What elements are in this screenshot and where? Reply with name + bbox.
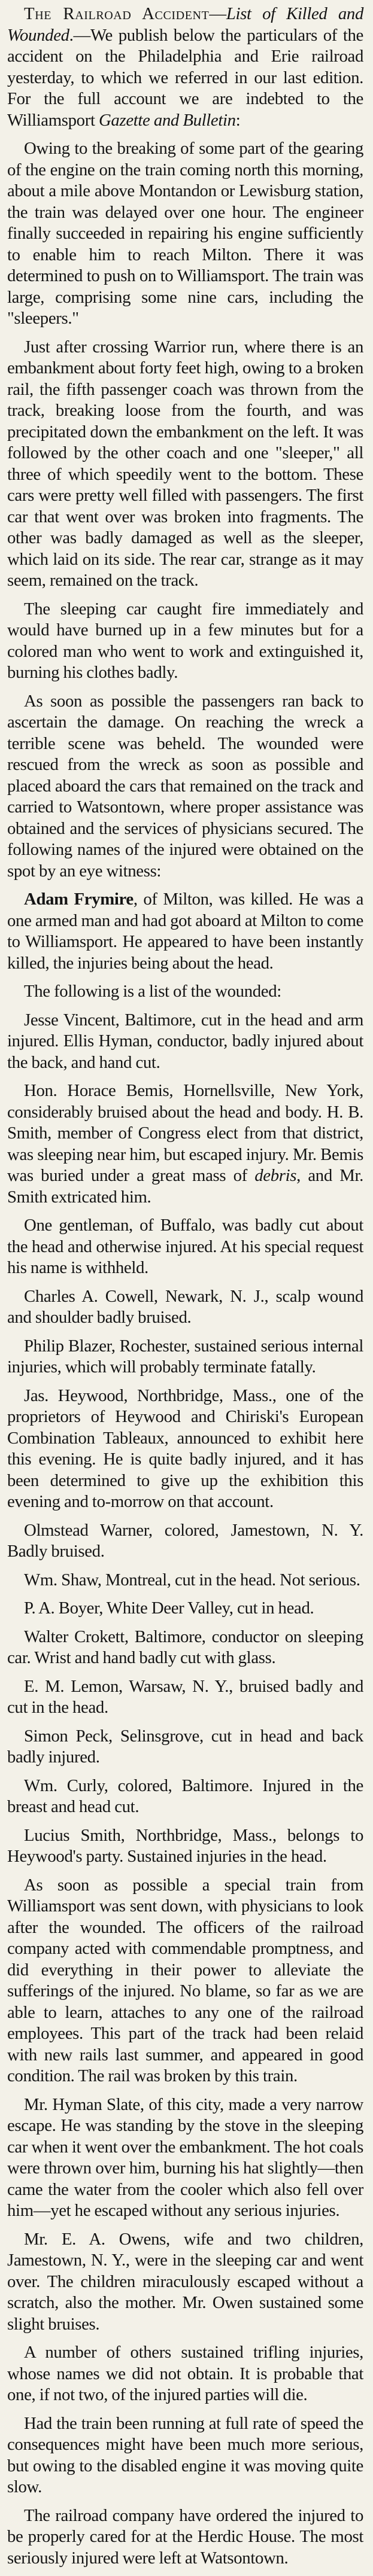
text-run: .—We publish below the particulars of the accident on the Philadelphia and Erie railroad yesterday, to which we referred in our last edition. For the full account we are indebted to the Williamsport [7,25,363,130]
article-paragraph [7,337,363,592]
text-run: Philip Blazer, Rochester, sustained serious internal injuries, which will probably terminate fatally. [7,1336,363,1377]
article-paragraph [7,889,363,974]
article-paragraph [7,2229,363,2336]
text-run: Adam Frymire [24,890,134,909]
text-run: debris [254,1166,297,1185]
article-paragraph [7,1825,363,1868]
text-run: The following is a list of the wounded: [24,982,281,1001]
text-run: Jas. Heywood, Northbridge, Mass., one of the proprietors of Heywood and Chiriski's European Combination Tableaux, announced to exhibit here this evening. He is quite badly injured, and it has been determined to give up the exhibition this evening and to-morrow on that account. [7,1386,363,1511]
text-run: Mr. E. A. Owens, wife and two children, Jamestown, N. Y., were in the sleeping car and went over. The children miraculously escaped without a scratch, also the mother. Mr. Owen sustained some slight bruises. [7,2229,363,2334]
article-paragraph [7,1286,363,1329]
text-run: Jesse Vincent, Baltimore, cut in the head and arm injured. Ellis Hyman, conductor, badly injured about the back, and hand cut. [7,1010,363,1072]
text-run: : [235,110,241,130]
article-paragraph [7,2094,363,2222]
text-run: Walter Crokett, Baltimore, conductor on sleeping car. Wrist and hand badly cut with glass. [7,1627,363,1667]
text-run: As soon as possible a special train from Williamsport was sent down, with physicians to look after the wounded. The officers of the railroad company acted with commendable promptness, and did everything in their power to alleviate the sufferings of the injured. No blame, so far as we are able to learn, attaches to any one of the railroad employees. This part of the track had been relaid with new rails last summer, and appeared in good condition. The rail was broken by this train. [7,1875,363,2085]
text-run: Owing to the breaking of some part of the gearing of the engine on the train coming north this morning, about a mile above Montandon or Lewisburg station, the train was delayed over one hour. The engineer finally succeeded in repairing his engine sufficiently to enable him to reach Milton. There it was determined to push on to Williamsport. The train was large, comprising some nine cars, including the "sleepers." [7,139,363,328]
article-paragraph [7,1336,363,1378]
article-paragraph [7,2342,363,2406]
text-run: — [209,4,226,23]
article-paragraph [7,1010,363,1074]
news-article [5,0,366,2576]
text-run: Mr. Hyman Slate, of this city, made a very narrow escape. He was standing by the stove in the sleeping car when it went over the embankment. The hot coals were thrown over him, burning his hat slightly—then came the water from the cooler which also fell over him—yet he escaped without any serious injuries. [7,2094,363,2220]
article-paragraph [7,1676,363,1719]
text-run: Wm. Shaw, Montreal, cut in the head. Not serious. [24,1570,360,1590]
text-run: A number of others sustained trifling injuries, whose names we did not obtain. It is probable that one, if not two, of the injured parties will die. [7,2343,363,2404]
article-paragraph [7,2413,363,2498]
article-paragraph [7,138,363,330]
text-run: The sleeping car caught fire immediately and would have burned up in a few minutes but for a colored man who went to work and extinguished it, burning his clothes badly. [7,599,363,682]
text-run: As soon as possible the passengers ran back to ascertain the damage. On reaching the wreck a terrible scene was beheld. The wounded were rescued from the wreck as soon as possible and placed aboard the cars that remained on the track and carried to Watsontown, where proper assistance was obtained and the services of physicians secured. The following names of the injured were obtained on the spot by an eye witness: [7,691,363,881]
article-paragraph [7,981,363,1003]
text-run: Simon Peck, Selinsgrove, cut in head and back badly injured. [7,1726,363,1767]
text-run: Gazette and Bulletin [98,110,236,130]
text-run: , and Mr. Smith extricated him. [7,1166,363,1207]
text-run: P. A. Boyer, White Deer Valley, cut in head. [24,1598,314,1618]
article-subhead: List of Killed and Wounded [7,4,363,45]
article-paragraph [7,1627,363,1669]
article-paragraph [7,1570,363,1591]
text-run: One gentleman, of Buffalo, was badly cut about the head and otherwise injured. At his special request his name is withheld. [7,1216,363,1277]
text-run: Hon. Horace Bemis, Hornellsville, New York, considerably bruised about the head and body. H. B. Smith, member of Congress elect from that district, was sleeping near him, but escaped injury. Mr. Bemis was buried under a great mass of [7,1081,363,1185]
text-run: Lucius Smith, Northbridge, Mass., belongs to Heywood's party. Sustained injuries in the head. [7,1825,363,1866]
article-headline: The Railroad Accident [24,4,210,23]
text-run: E. M. Lemon, Warsaw, N. Y., bruised badly and cut in the head. [7,1676,363,1717]
article-paragraph [7,691,363,882]
article-paragraph [7,1875,363,2087]
article-paragraph [7,1598,363,1619]
article-paragraph [7,1520,363,1563]
article-paragraph [7,1215,363,1279]
article-paragraph [7,1776,363,1818]
article-paragraph [7,1080,363,1208]
text-run: Just after crossing Warrior run, where there is an embankment about forty feet high, owing to a broken rail, the fifth passenger coach was thrown from the track, breaking loose from the fourth, and was precipitated down the embankment on the left. It was followed by the other coach and one "sleeper," all three of which speedily went to the bottom. These cars were pretty well filled with passengers. The first car that went over was broken into fragments. The other was badly damaged as well as the sleeper, which laid on its side. The rear car, strange as it may seem, remained on the track. [7,337,363,590]
text-run: , of Milton, was killed. He was a one armed man and had got aboard at Milton to come to Williamsport. He appeared to have been instantly killed, the injuries being about the head. [7,890,364,973]
text-run: Had the train been running at full rate of speed the consequences might have been much more serious, but owing to the disabled engine it was moving quite slow. [7,2413,363,2496]
text-run: Wm. Curly, colored, Baltimore. Injured in the breast and head cut. [7,1776,363,1816]
article-lead-paragraph [7,4,363,131]
article-paragraph [7,1386,363,1513]
article-paragraph [7,1726,363,1768]
article-paragraph [7,599,363,684]
text-run: Charles A. Cowell, Newark, N. J., scalp wound and shoulder badly bruised. [7,1286,363,1327]
text-run: The railroad company have ordered the injured to be properly cared for at the Herdic House. The most seriously injured were left at Watsontown. [7,2505,363,2568]
text-run: Olmstead Warner, colored, Jamestown, N. Y. Badly bruised. [7,1520,363,1561]
article-paragraph [7,2505,363,2569]
